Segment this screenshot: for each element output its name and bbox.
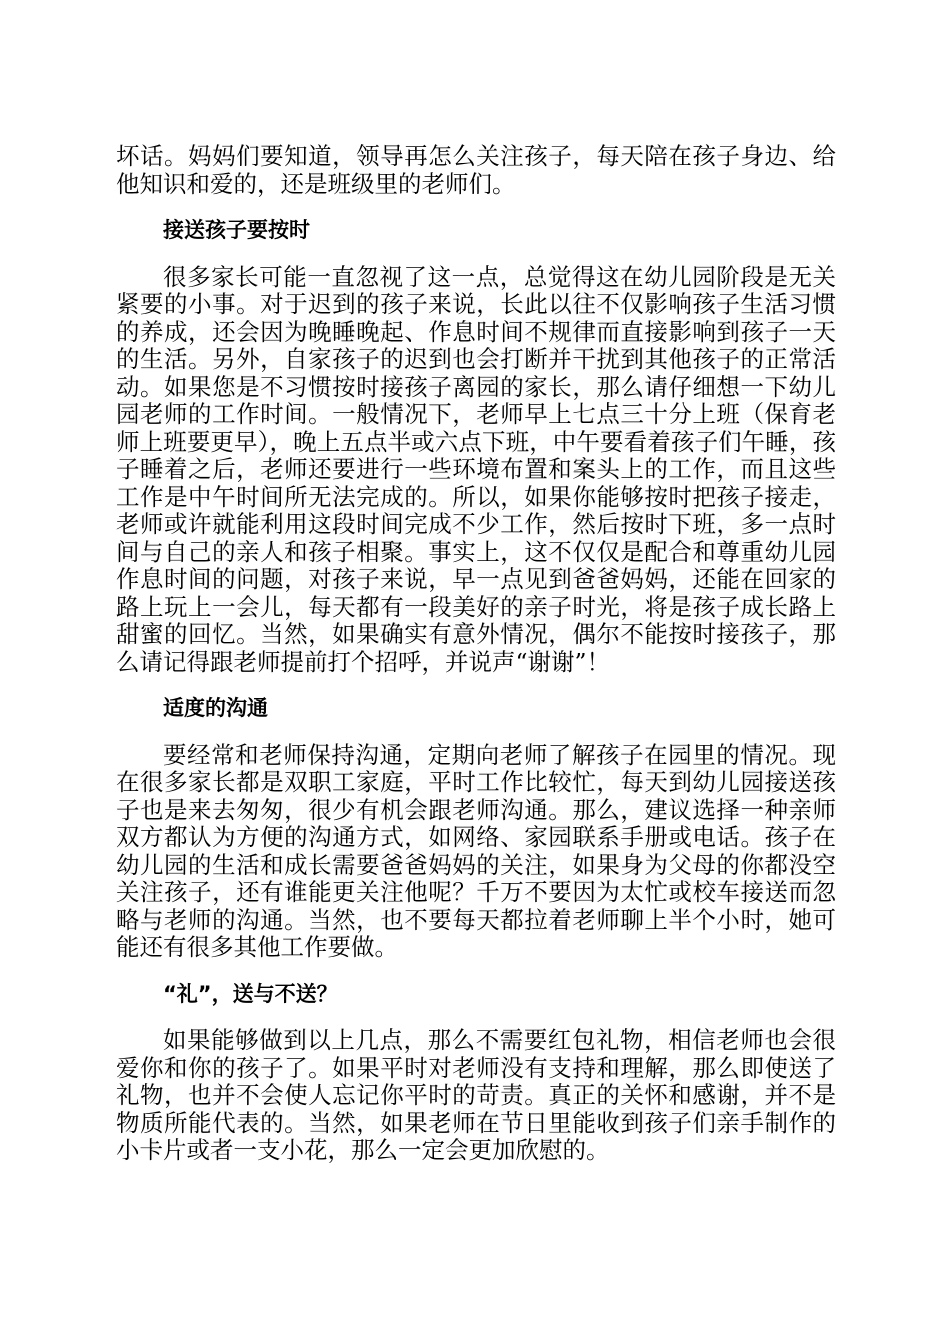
section-body-pickup-on-time: 很多家长可能一直忽视了这一点，总觉得这在幼儿园阶段是无关紧要的小事。对于迟到的孩子来说，长此以往不仅影响孩子生活习惯的养成，还会因为晚睡晚起、作息时间不规律而直接影响到孩子一天的生活。另外，自家孩子的迟到也会打断并干扰到其他孩子的正常活动。如果您是不习惯按时接孩子离园的家长，那么请仔细想一下幼儿园老师的工作时间。一般情况下，老师早上七点三十分上班（保育老师上班要更早），晚上五点半或六点下班，中午要看着孩子们午睡，孩子睡着之后，老师还要进行一些环境布置和案头上的工作，而且这些工作是中午时间所无法完成的。所以，如果你能够按时把孩子接走，老师或许就能利用这段时间完成不少工作，然后按时下班，多一点时间与自己的亲人和孩子相聚。事实上，这不仅仅是配合和尊重幼儿园作息时间的问题，对孩子来说，早一点见到爸爸妈妈，还能在回家的路上玩上一会儿，每天都有一段美好的亲子时光，将是孩子成长路上甜蜜的回忆。当然，如果确实有意外情况，偶尔不能按时接孩子，那么请记得跟老师提前打个招呼，并说声“谢谢”！ xyxy=(116,262,836,676)
section-heading-gifts: “礼”，送与不送？ xyxy=(163,981,338,1006)
section-heading-pickup-on-time: 接送孩子要按时 xyxy=(163,218,310,242)
intro-paragraph: 坏话。妈妈们要知道，领导再怎么关注孩子，每天陪在孩子身边、给他知识和爱的，还是班级里的老师们。 xyxy=(116,142,836,198)
section-body-communication: 要经常和老师保持沟通，定期向老师了解孩子在园里的情况。现在很多家长都是双职工家庭，平时工作比较忙，每天到幼儿园接送孩子也是来去匆匆，很少有机会跟老师沟通。那么，建议选择一种亲师双方都认为方便的沟通方式，如网络、家园联系手册或电话。孩子在幼儿园的生活和成长需要爸爸妈妈的关注，如果身为父母的你都没空关注孩子，还有谁能更关注他呢？千万不要因为太忙或校车接送而忽略与老师的沟通。当然，也不要每天都拉着老师聊上半个小时，她可能还有很多其他工作要做。 xyxy=(116,740,836,961)
section-body-gifts: 如果能够做到以上几点，那么不需要红包礼物，相信老师也会很爱你和你的孩子了。如果平时对老师没有支持和理解，那么即使送了礼物，也并不会使人忘记你平时的苛责。真正的关怀和感谢，并不是物质所能代表的。当然，如果老师在节日里能收到孩子们亲手制作的小卡片或者一支小花，那么一定会更加欣慰的。 xyxy=(116,1026,836,1164)
document-page xyxy=(116,143,836,1165)
section-heading-communication: 适度的沟通 xyxy=(163,696,268,720)
